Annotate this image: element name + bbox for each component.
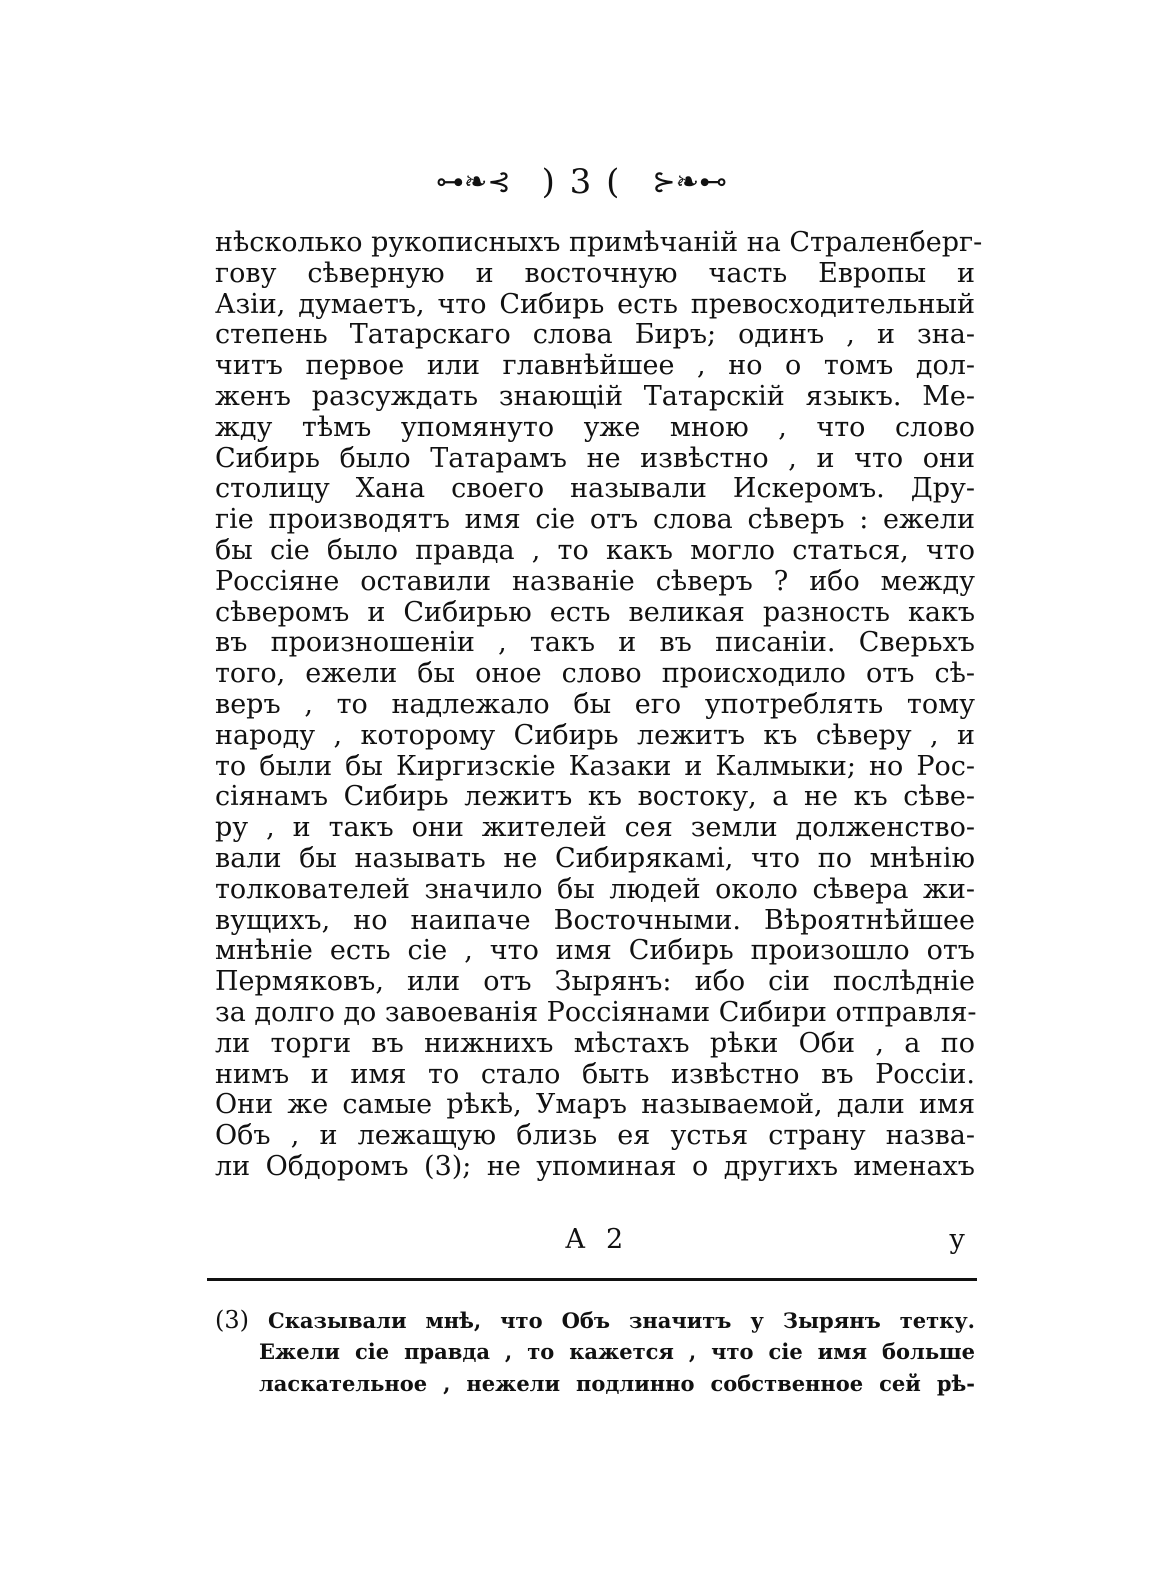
text-line: Пермяковъ, или отъ Зырянъ: ибо сіи послѣдніе [215,966,975,998]
text-line: мнѣніе есть сіе , что имя Сибирь произошло отъ [215,935,975,967]
text-line: въ произношеніи , такъ и въ писаніи. Сверьхъ [215,627,975,659]
main-text [215,227,983,1183]
text-line: степень Татарскаго слова Биръ; одинъ , и зна- [215,319,975,351]
text-line: толкователей значило бы людей около сѣвера жи- [215,873,975,905]
text-line: то были бы Киргизскіе Казаки и Калмыки; но Рос- [215,750,975,782]
text-line: вущихъ, но наипаче Восточными. Вѣроятнѣйшее [215,904,975,936]
text-line: Россіяне оставили названіе сѣверъ ? ибо между [215,565,975,597]
text-line: читъ первое или главнѣйшее , но о томъ дол- [215,350,975,382]
text-line: вали бы называть не Сибирякамі, что по мнѣнію [215,842,975,874]
page-number: ) 3 ( [541,162,622,202]
text-line: ли Обдоромъ (3); не упоминая о другихъ именахъ [215,1150,975,1182]
printer-signature: А 2 [565,1224,630,1255]
footnote-divider [207,1278,977,1281]
text-line: того, ежели бы оное слово происходило отъ сѣ- [215,658,975,690]
footnote-line [215,1304,975,1336]
footnote [215,1304,975,1400]
text-line: за долго до завоеванія Россіянами Сибири отправля- [215,996,977,1028]
ornament-right-icon: ⊱❧⊷ [652,165,728,198]
running-head [0,160,1163,202]
text-line: Объ , и лежащую близь ея устья страну назва- [215,1120,975,1152]
text-line: жду тѣмъ упомянуто уже мною , что слово [215,411,975,443]
text-line: гіе производятъ имя сіе отъ слова сѣверъ : ежели [215,504,975,536]
text-line: Азіи, думаетъ, что Сибирь есть превосходительный [215,288,975,320]
text-line: гову сѣверную и восточную часть Европы и [215,257,975,289]
signature-row [215,1223,975,1257]
text-line: бы сіе было правда , то какъ могло статься, что [215,534,975,566]
catchword: у [949,1224,965,1255]
text-line: веръ , то надлежало бы его употреблять тому [215,688,975,720]
text-line: сѣверомъ и Сибирью есть великая разность какъ [215,596,975,628]
text-line: ли торги въ нижнихъ мѣстахъ рѣки Оби , а по [215,1027,975,1059]
text-line: нимъ и имя то стало быть извѣстно въ Россіи. [215,1058,975,1090]
text-line: столицу Хана своего называли Искеромъ. Дру- [215,473,975,505]
footnote-line: ласкательное , нежели подлинно собственное сей рѣ- [259,1371,975,1396]
text-line: нѣсколько рукописныхъ примѣчаній на Страленберг- [215,227,983,258]
text-line: женъ разсуждать знающій Татарскій языкъ. Ме- [215,380,975,412]
footnote-line: Ежели сіе правда , то кажется , что сіе имя больше [259,1339,975,1364]
footnote-text: Сказывали мнѣ, что Объ значитъ у Зырянъ тетку. [268,1308,975,1333]
text-line: Сибирь было Татарамъ не извѣстно , и что они [215,442,975,474]
ornament-left-icon: ⊶❧⊰ [435,165,511,198]
text-line: сіянамъ Сибирь лежитъ къ востоку, а не къ сѣве- [215,781,975,813]
text-line: народу , которому Сибирь лежитъ къ сѣверу , и [215,719,975,751]
text-line: Они же самые рѣкѣ, Умаръ называемой, дали имя [215,1089,975,1121]
text-line: ру , и такъ они жителей сея земли долженство- [215,812,975,844]
footnote-mark: (3) [215,1306,249,1334]
